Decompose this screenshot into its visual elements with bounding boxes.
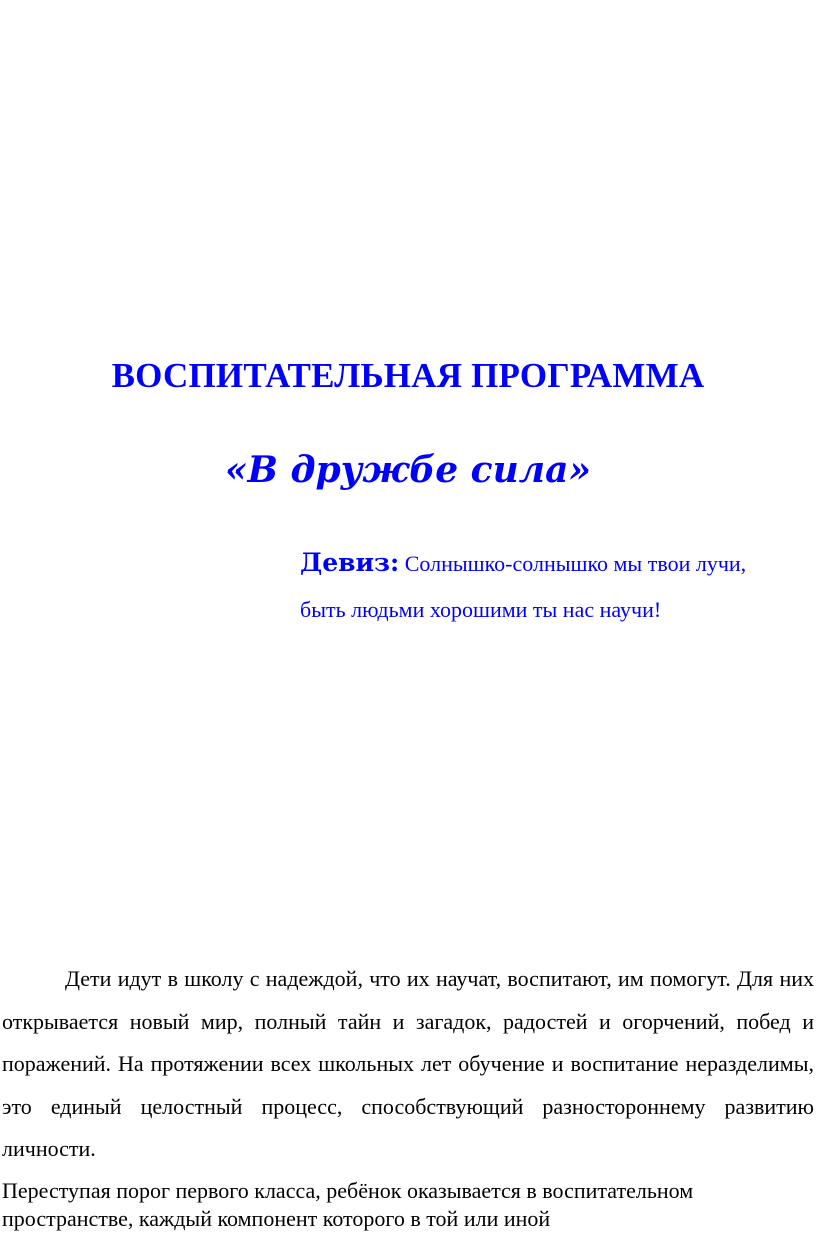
body-text bbox=[2, 958, 814, 1233]
document-title: ВОСПИТАТЕЛЬНАЯ ПРОГРАММА bbox=[111, 356, 705, 395]
motto-line-1 bbox=[300, 540, 810, 587]
motto-label: Девиз: bbox=[300, 548, 400, 577]
motto-text-line-2: быть людьми хорошими ты нас научи! bbox=[300, 597, 662, 622]
paragraph-2: Переступая порог первого класса, ребёнок оказывается в воспитательном пространстве, каждый компонент которого в той или иной bbox=[2, 1177, 694, 1231]
motto-text-line-1: Солнышко-солнышко мы твои лучи, bbox=[404, 551, 747, 576]
paragraph-1: Дети идут в школу с надеждой, что их научат, воспитают, им помогут. Для них открывается новый мир, полный тайн и загадок, радостей и огорчений, побед и поражений. На протяжении всех школьных лет обучение и воспитание неразделимы, это единый целостный процесс, способствующий разностороннему развитию личности. bbox=[2, 966, 814, 1161]
document-subtitle: «В дружбе сила» bbox=[225, 449, 591, 491]
motto-block bbox=[300, 540, 810, 633]
